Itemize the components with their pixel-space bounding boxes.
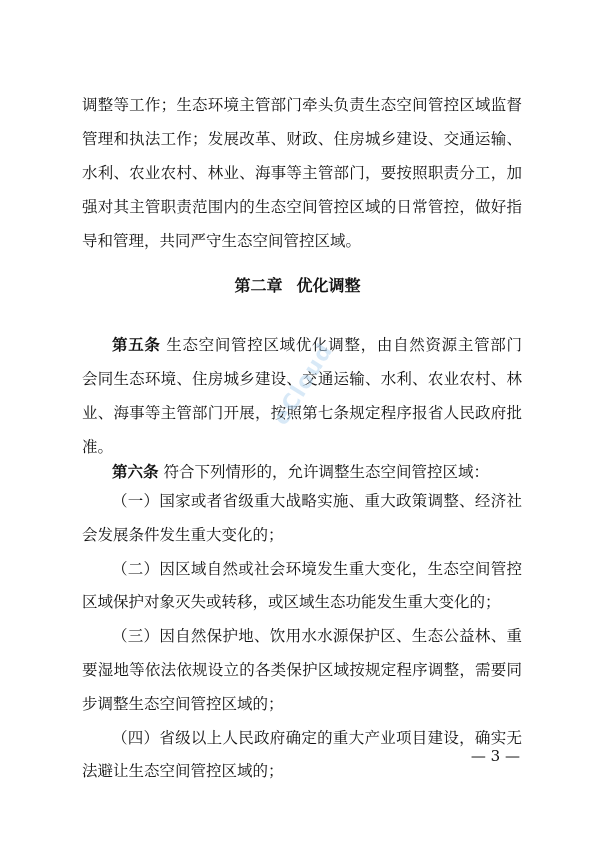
- para1-line-3: 水利、农业农村、林业、海事等主管部门，要按照职责分工，加: [82, 164, 522, 182]
- article5-first-line: 生态空间管控区域优化调整，由自然资源主管部门: [166, 336, 522, 354]
- article5-line-2: 会同生态环境、住房城乡建设、交通运输、水利、农业农村、林: [82, 370, 522, 388]
- page-number: — 3 —: [470, 747, 520, 765]
- article6-line-1: [112, 462, 522, 482]
- article6-item-3-line-2: 要湿地等依法依规设立的各类保护区域按规定程序调整，需要同: [82, 661, 522, 679]
- watermark: eCloud: [268, 339, 339, 430]
- article6-item-3-line-3: 步调整生态空间管控区域的；: [82, 695, 284, 713]
- article5-label: 第五条: [112, 335, 161, 354]
- article5-line-4: 准。: [82, 438, 114, 456]
- article6-item-2-line-2: 区域保护对象灭失或转移，或区域生态功能发生重大变化的；: [82, 593, 501, 611]
- article6-item-2-line-1: （二）因区域自然或社会环境发生重大变化，生态空间管控: [112, 560, 522, 578]
- article6-item-1-line-1: （一）国家或者省级重大战略实施、重大政策调整、经济社: [112, 492, 522, 510]
- para1-line-5: 导和管理，共同严守生态空间管控区域。: [82, 232, 362, 250]
- article6-item-3-line-1: （三）因自然保护地、饮用水水源保护区、生态公益林、重: [112, 627, 522, 645]
- article6-item-4-line-1: （四）省级以上人民政府确定的重大产业项目建设，确实无: [112, 729, 522, 747]
- para1-line-2: 管理和执法工作；发展改革、财政、住房城乡建设、交通运输、: [82, 130, 522, 148]
- article6-item-1-line-2: 会发展条件发生重大变化的；: [82, 526, 284, 544]
- article6-label: 第六条: [112, 462, 159, 481]
- chapter-heading: [0, 276, 595, 296]
- chapter-number: 第二章: [234, 276, 283, 295]
- chapter-title: 优化调整: [296, 276, 361, 295]
- article6-intro: 符合下列情形的，允许调整生态空间管控区域：: [163, 463, 489, 481]
- para1-line-1: 调整等工作；生态环境主管部门牵头负责生态空间管控区域监督: [82, 96, 522, 114]
- para1-line-4: 强对其主管职责范围内的生态空间管控区域的日常管控，做好指: [82, 198, 522, 216]
- article5-line-3: 业、海事等主管部门开展，按照第七条规定程序报省人民政府批: [82, 404, 522, 422]
- article6-item-4-line-2: 法避让生态空间管控区域的；: [82, 762, 284, 780]
